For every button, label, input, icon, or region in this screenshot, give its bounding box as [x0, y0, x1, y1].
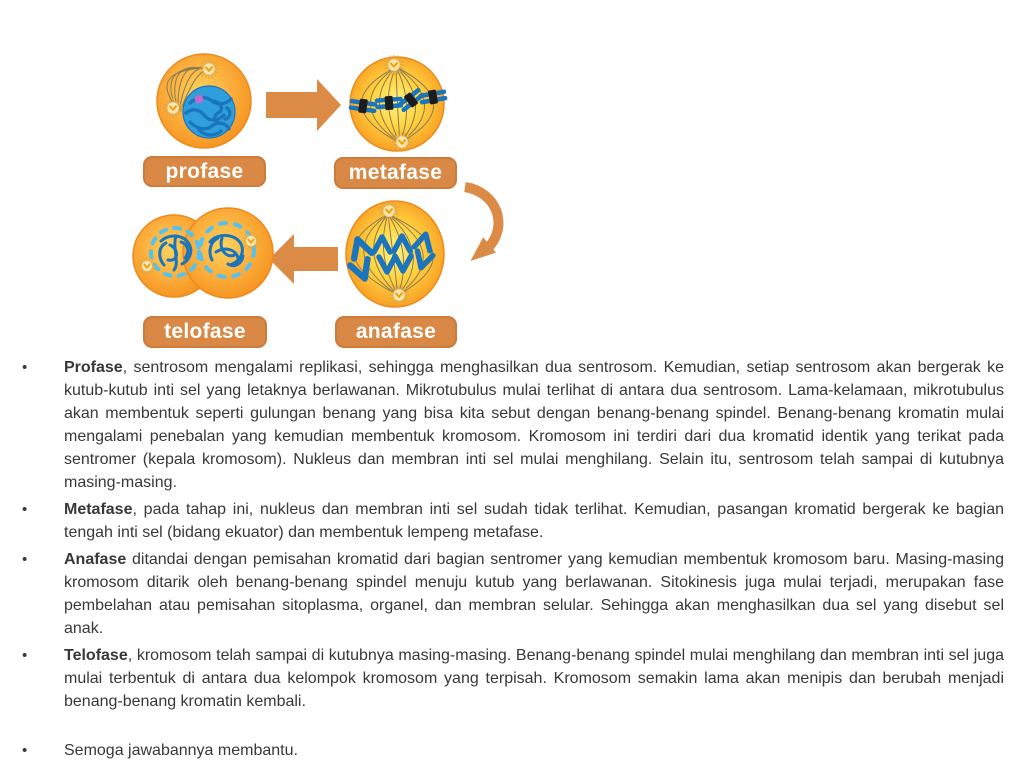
anafase-cell-illustration	[346, 201, 444, 307]
bullet-marker: •	[22, 551, 28, 568]
centrosome-icon	[392, 132, 412, 152]
telofase-description: Telofase, kromosom telah sampai di kutubnya masing-masing. Benang-benang spindel mulai menghilang dan membran inti sel juga mulai terbentuk di antara dua kelompok kromosom yang terpisah. Kromosom semakin lama akan menipis dan berubah menjadi benang-benang kromatin kembali.	[64, 647, 1004, 710]
term-metafase: Metafase	[64, 501, 133, 518]
phase-label-telofase: telofase	[143, 316, 267, 348]
telofase-cells-illustration	[133, 208, 273, 298]
curved-arrow-icon	[464, 187, 498, 269]
bullet-marker: •	[22, 359, 28, 376]
bullet-item-anafase	[22, 548, 1004, 640]
metafase-cell-illustration	[348, 55, 448, 152]
centrosome-icon	[242, 232, 260, 250]
metafase-description: Metafase, pada tahap ini, nukleus dan membran inti sel sudah tidak terlihat. Kemudian, pasangan kromatid bergerak ke bagian tengah inti sel (bidang ekuator) dan membentuk lempeng metafase.	[64, 501, 1004, 541]
centrosome-icon	[138, 257, 156, 275]
nucleolus-dot	[195, 95, 203, 103]
bullet-list	[22, 356, 1004, 766]
arrow-right-icon	[266, 79, 341, 131]
mitosis-diagram	[130, 40, 510, 352]
term-anafase: Anafase	[64, 551, 127, 568]
bullet-item-closing	[22, 739, 1004, 762]
anafase-description: Anafase ditandai dengan pemisahan kromatid dari bagian sentromer yang kemudian membentuk kromosom baru. Masing-masing kromosom ditarik oleh benang-benang spindel menuju kutub yang berlawanan. Sitokinesis juga mulai terjadi, merupakan fase pembelahan atau pemisahan sitoplasma, organel, dan membran selular. Sehingga akan menghasilkan dua sel yang disebut sel anak.	[64, 551, 1004, 637]
profase-description: Profase, sentrosom mengalami replikasi, sehingga menghasilkan dua sentrosom. Kemudian, setiap sentrosom akan bergerak ke kutub-kutub inti sel yang letaknya berlawanan. Mikrotubulus mulai terlihat di antara dua sentrosom. Lama-kelamaan, mikrotubulus akan membentuk seperti gulungan benang yang bisa kita sebut dengan benang-benang spindel. Benang-benang kromatin mulai mengalami penebalan yang kemudian membentuk kromosom. Kromosom ini terdiri dari dua kromatid identik yang terikat pada sentromer (kepala kromosom). Nukleus dan membran inti sel mulai menghilang. Selain itu, sentrosom telah sampai di kutubnya masing-masing.	[64, 359, 1004, 491]
bullet-item-profase	[22, 356, 1004, 494]
centrosome-icon	[384, 55, 404, 75]
phase-label-profase: profase	[143, 156, 266, 187]
arrow-left-icon	[269, 234, 338, 284]
phase-label-anafase: anafase	[335, 316, 457, 348]
phase-label-metafase: metafase	[334, 157, 457, 189]
bullet-marker: •	[22, 742, 28, 759]
term-telofase: Telofase	[64, 647, 128, 664]
term-profase: Profase	[64, 359, 123, 376]
bullet-item-telofase	[22, 644, 1004, 713]
centrosome-icon	[389, 285, 409, 305]
closing-note: Semoga jawabannya membantu.	[64, 742, 298, 759]
bullet-marker: •	[22, 647, 28, 664]
centrosome-icon	[379, 201, 399, 221]
centrosome-icon	[199, 59, 219, 79]
centrosome-icon	[163, 98, 183, 118]
bullet-marker: •	[22, 501, 28, 518]
bullet-item-metafase	[22, 498, 1004, 544]
profase-cell-illustration	[157, 54, 251, 148]
